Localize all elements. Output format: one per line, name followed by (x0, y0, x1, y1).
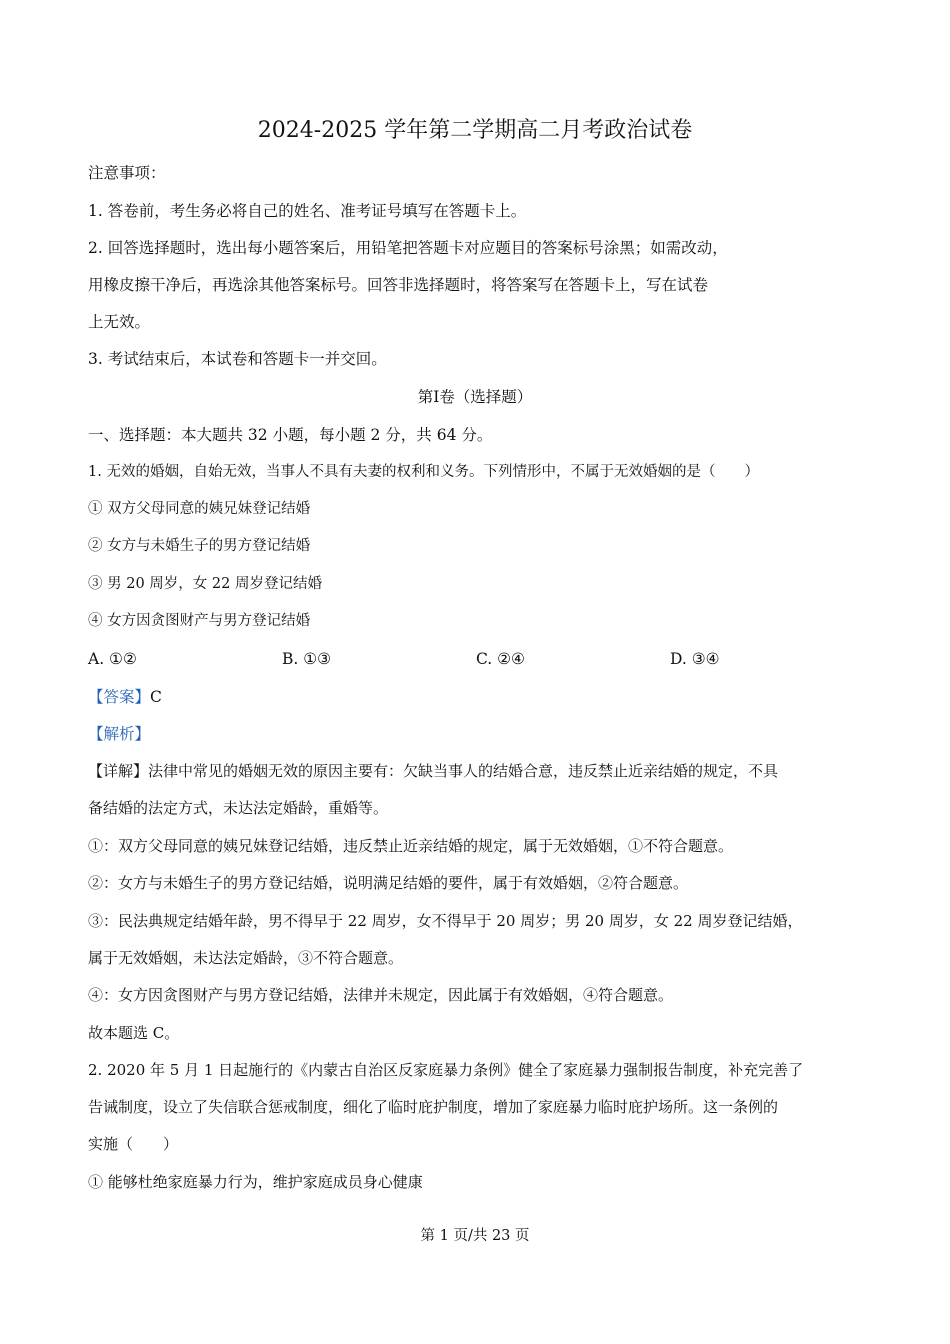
question-1-stem: 1. 无效的婚姻，自始无效，当事人不具有夫妻的权利和义务。下列情形中，不属于无效婚姻的是（ ） (88, 464, 759, 480)
detail-line-1 (88, 760, 872, 782)
option-d: D. ③④ (670, 650, 720, 668)
explanation-1: ①：双方父母同意的姨兄妹登记结婚，违反禁止近亲结婚的规定，属于无效婚姻，①不符合题意。 (88, 837, 734, 855)
answer-value: C (150, 688, 162, 706)
part-heading: 一、选择题：本大题共 32 小题，每小题 2 分，共 64 分。 (88, 426, 493, 444)
notice-item-1: 1. 答卷前，考生务必将自己的姓名、准考证号填写在答题卡上。 (88, 202, 527, 220)
answer-line (88, 686, 872, 708)
notice-item-2-line-3: 上无效。 (88, 313, 151, 331)
exam-title: 2024-2025 学年第二学期高二月考政治试卷 (257, 118, 693, 143)
page-footer: 第 1 页/共 23 页 (420, 1228, 530, 1244)
section-title: 第Ⅰ卷（选择题） (417, 388, 533, 406)
option-b: B. ①③ (282, 650, 332, 668)
notice-item-3: 3. 考试结束后，本试卷和答题卡一并交回。 (88, 350, 387, 368)
detail-text-1: 法律中常见的婚姻无效的原因主要有：欠缺当事人的结婚合意，违反禁止近亲结婚的规定，不具 (148, 762, 779, 780)
question-1-item-2: ② 女方与未婚生子的男方登记结婚 (88, 538, 311, 554)
question-2-stem-line-3: 实施（ ） (88, 1135, 179, 1153)
explanation-3-line-1: ③：民法典规定结婚年龄，男不得早于 22 周岁，女不得早于 20 周岁；男 20 周岁，女 22 周岁登记结婚， (88, 912, 803, 930)
question-2-stem-line-2: 告诫制度，设立了失信联合惩戒制度，细化了临时庇护制度，增加了家庭暴力临时庇护场所。这一条例的 (88, 1098, 779, 1116)
option-a: A. ①② (88, 650, 137, 668)
analysis-line (88, 723, 872, 745)
detail-tag: 【详解】 (88, 762, 149, 780)
question-2-item-1: ① 能够杜绝家庭暴力行为，维护家庭成员身心健康 (88, 1173, 423, 1191)
notice-heading: 注意事项： (88, 164, 166, 182)
answer-tag: 【答案】 (88, 688, 151, 706)
explanation-3-line-2: 属于无效婚姻，未达法定婚龄，③不符合题意。 (88, 949, 404, 967)
explanation-4: ④：女方因贪图财产与男方登记结婚，法律并未规定，因此属于有效婚姻，④符合题意。 (88, 986, 674, 1004)
question-1-item-3: ③ 男 20 周岁，女 22 周岁登记结婚 (88, 576, 322, 592)
option-c: C. ②④ (476, 650, 525, 668)
question-1-item-4: ④ 女方因贪图财产与男方登记结婚 (88, 613, 311, 629)
conclusion: 故本题选 C。 (88, 1024, 180, 1042)
question-1-item-1: ① 双方父母同意的姨兄妹登记结婚 (88, 501, 311, 517)
notice-item-2-line-1: 2. 回答选择题时，选出每小题答案后，用铅笔把答题卡对应题目的答案标号涂黑；如需改动， (88, 239, 728, 257)
analysis-tag: 【解析】 (88, 725, 151, 743)
notice-item-2-line-2: 用橡皮擦干净后，再选涂其他答案标号。回答非选择题时，将答案写在答题卡上，写在试卷 (88, 276, 709, 294)
question-2-stem-line-1: 2. 2020 年 5 月 1 日起施行的《内蒙古自治区反家庭暴力条例》健全了家庭暴力强制报告制度，补充完善了 (88, 1061, 804, 1079)
explanation-2: ②：女方与未婚生子的男方登记结婚，说明满足结婚的要件，属于有效婚姻，②符合题意。 (88, 874, 689, 892)
detail-line-2: 备结婚的法定方式，未达法定婚龄，重婚等。 (88, 799, 389, 817)
